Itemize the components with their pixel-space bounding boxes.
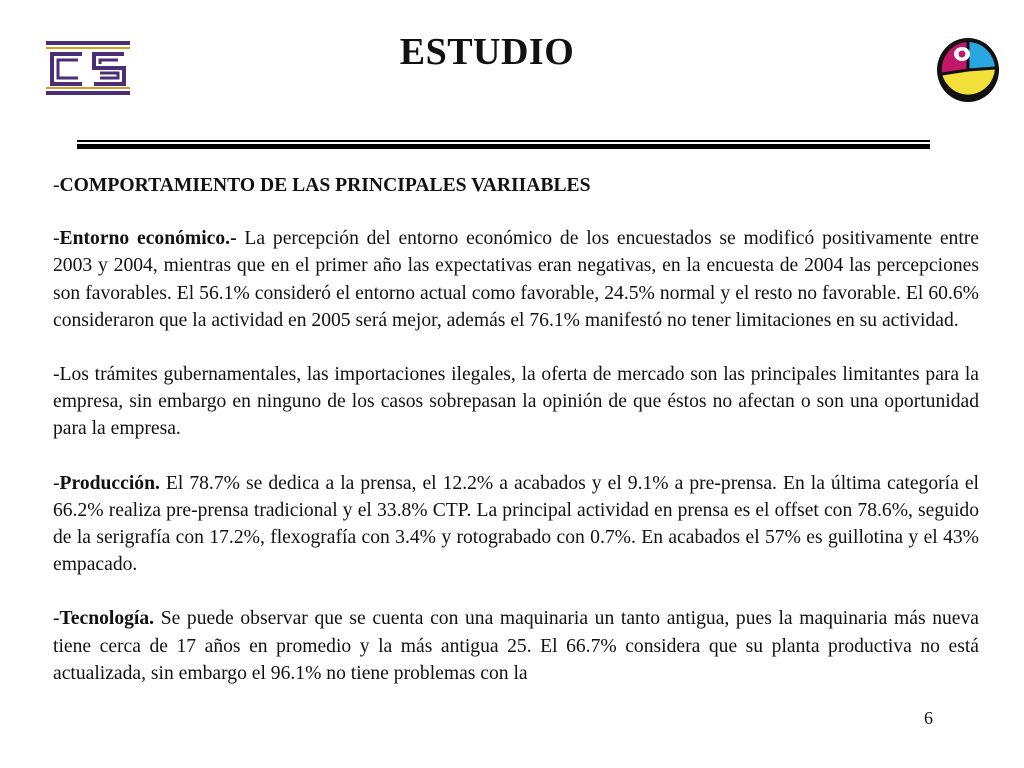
page-title: ESTUDIO [399, 31, 575, 73]
paragraph-entorno-dash: - [53, 228, 60, 250]
paragraph-produccion-label: Producción. [59, 472, 160, 494]
divider-thin-line [77, 140, 930, 142]
paragraph-entorno-text: La percepción del entorno económico de los encuestados se modificó positivamente entre 2003 y 2004, mientras que en el primer año las expectativas eran negativas, en la encuesta de 2004 las percepciones son favorables. El 56.1% consideró el entorno actual como favorable, 24.5% normal y el resto no favorable. El 60.6% consideraron que la actividad en 2005 será mejor, además el 76.1% manifestó no tener limitaciones en su actividad. [53, 228, 979, 331]
paragraph-produccion-text: El 78.7% se dedica a la prensa, el 12.2% a acabados y el 9.1% a pre-prensa. En la última categoría el 66.2% realiza pre-prensa tradicional y el 33.8% CTP. La principal actividad en prensa es el offset con 78.6%, seguido de la serigrafía con 17.2%, flexografía con 3.4% y rotograbado con 0.7%. En acabados el 57% es guillotina y el 43% empacado. [53, 472, 979, 576]
section-heading-text: COMPORTAMIENTO DE LAS PRINCIPALES VARIIABLES [59, 175, 591, 196]
paragraph-tecnologia-label: Tecnología. [59, 608, 155, 630]
paragraph-produccion-dash: - [53, 472, 60, 494]
divider-thick-line [77, 144, 930, 149]
paragraph-entorno-label: Entorno económico.- [59, 228, 237, 250]
paragraph-tramites [53, 361, 979, 443]
page-number: 6 [924, 708, 933, 728]
section-heading [53, 172, 979, 199]
paragraph-tecnologia [53, 605, 979, 687]
header-divider [77, 140, 930, 150]
section-dash: - [53, 175, 60, 196]
paragraph-tecnologia-dash: - [53, 608, 60, 630]
paragraph-produccion [53, 470, 979, 579]
content-body [53, 172, 979, 714]
circle-tricolor-logo [932, 30, 1004, 106]
paragraph-tramites-text: -Los trámites gubernamentales, las importaciones ilegales, la oferta de mercado son las principales limitantes para la empresa, sin embargo en ninguno de los casos sobrepasan la opinión de que éstos no afectan o son una oportunidad para la empresa. [53, 364, 979, 440]
paragraph-entorno [53, 225, 979, 334]
circle-tricolor-logo-icon [932, 30, 1004, 106]
paragraph-tecnologia-text: Se puede observar que se cuenta con una maquinaria un tanto antigua, pues la maquinaria más nueva tiene cerca de 17 años en promedio y la más antigua 25. El 66.7% considera que su planta productiva no está actualizada, sin embargo el 96.1% no tiene problemas con la [53, 608, 979, 684]
